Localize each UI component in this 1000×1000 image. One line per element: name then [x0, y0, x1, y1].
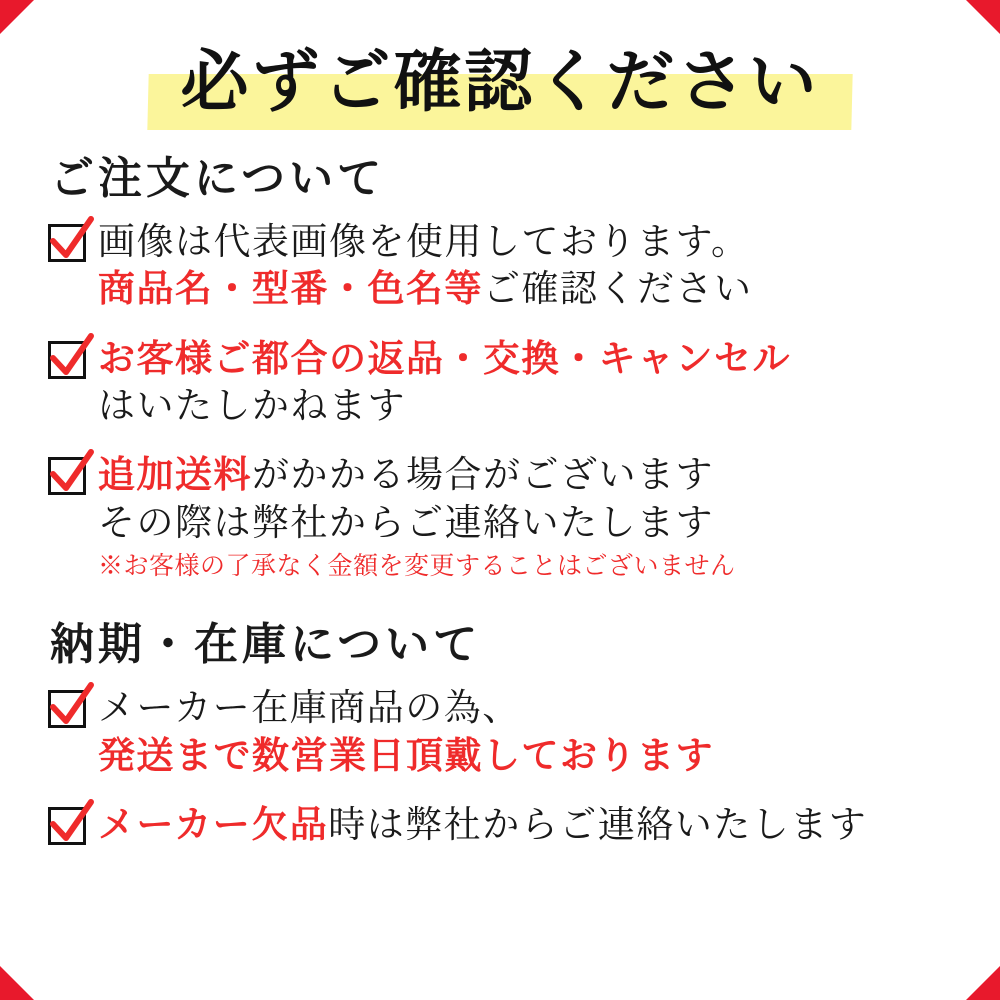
notice-text-segment: 追加送料	[98, 452, 252, 497]
notice-text-segment: その際は弊社からご連絡いたします	[98, 500, 714, 544]
notice-text-segment: メーカー在庫商品の為、	[98, 686, 521, 730]
notice-text-segment: がかかる場合がございます	[252, 453, 714, 497]
notice-line	[98, 801, 956, 848]
checkmark-icon	[48, 341, 86, 379]
notice-item	[48, 801, 956, 848]
corner-decoration-top-left	[0, 0, 34, 34]
notice-text-segment: お客様ご都合の返品・交換・キャンセル	[98, 335, 791, 380]
notice-line	[98, 732, 956, 779]
notice-item	[48, 218, 956, 313]
notice-text-segment: 画像は代表画像を使用しております。	[98, 220, 750, 263]
checkmark-icon	[48, 457, 86, 495]
notice-text-segment: 商品名・型番・色名等	[98, 266, 483, 311]
notice-line	[98, 335, 956, 382]
section-heading: ご注文について	[50, 153, 386, 204]
checkmark-icon	[48, 690, 86, 728]
notice-item	[48, 684, 956, 779]
checkmark-icon	[48, 224, 86, 262]
notice-text-segment: ご確認ください	[483, 267, 753, 311]
notice-item-text	[98, 218, 956, 313]
notice-item-text	[98, 451, 956, 582]
sections-container	[44, 142, 956, 848]
corner-decoration-bottom-left	[0, 966, 34, 1000]
corner-decoration-bottom-right	[966, 966, 1000, 1000]
notice-item	[48, 451, 956, 582]
notice-line	[98, 218, 956, 265]
notice-item-text	[98, 335, 956, 430]
notice-text-segment: 発送まで数営業日頂戴しております	[98, 732, 714, 777]
section-heading: 納期・在庫について	[50, 619, 482, 671]
notice-text-segment: 時は弊社からご連絡いたします	[328, 802, 868, 846]
notice-line	[98, 382, 956, 429]
page-title: 必ずご確認ください	[180, 42, 820, 122]
notice-line	[98, 499, 956, 546]
page-title-block	[44, 42, 956, 122]
notice-item-text	[98, 801, 956, 848]
notice-footnote: ※お客様の了承なく金額を変更することはございません	[98, 551, 736, 581]
notice-line	[98, 265, 956, 312]
notice-item	[48, 335, 956, 430]
notice-item-text	[98, 684, 956, 779]
corner-decoration-top-right	[966, 0, 1000, 34]
notice-text-segment: はいたしかねます	[98, 384, 406, 428]
notice-text-segment: メーカー欠品	[98, 801, 329, 846]
checkmark-icon	[48, 807, 86, 845]
notice-line	[98, 684, 956, 731]
notice-line	[98, 451, 956, 498]
